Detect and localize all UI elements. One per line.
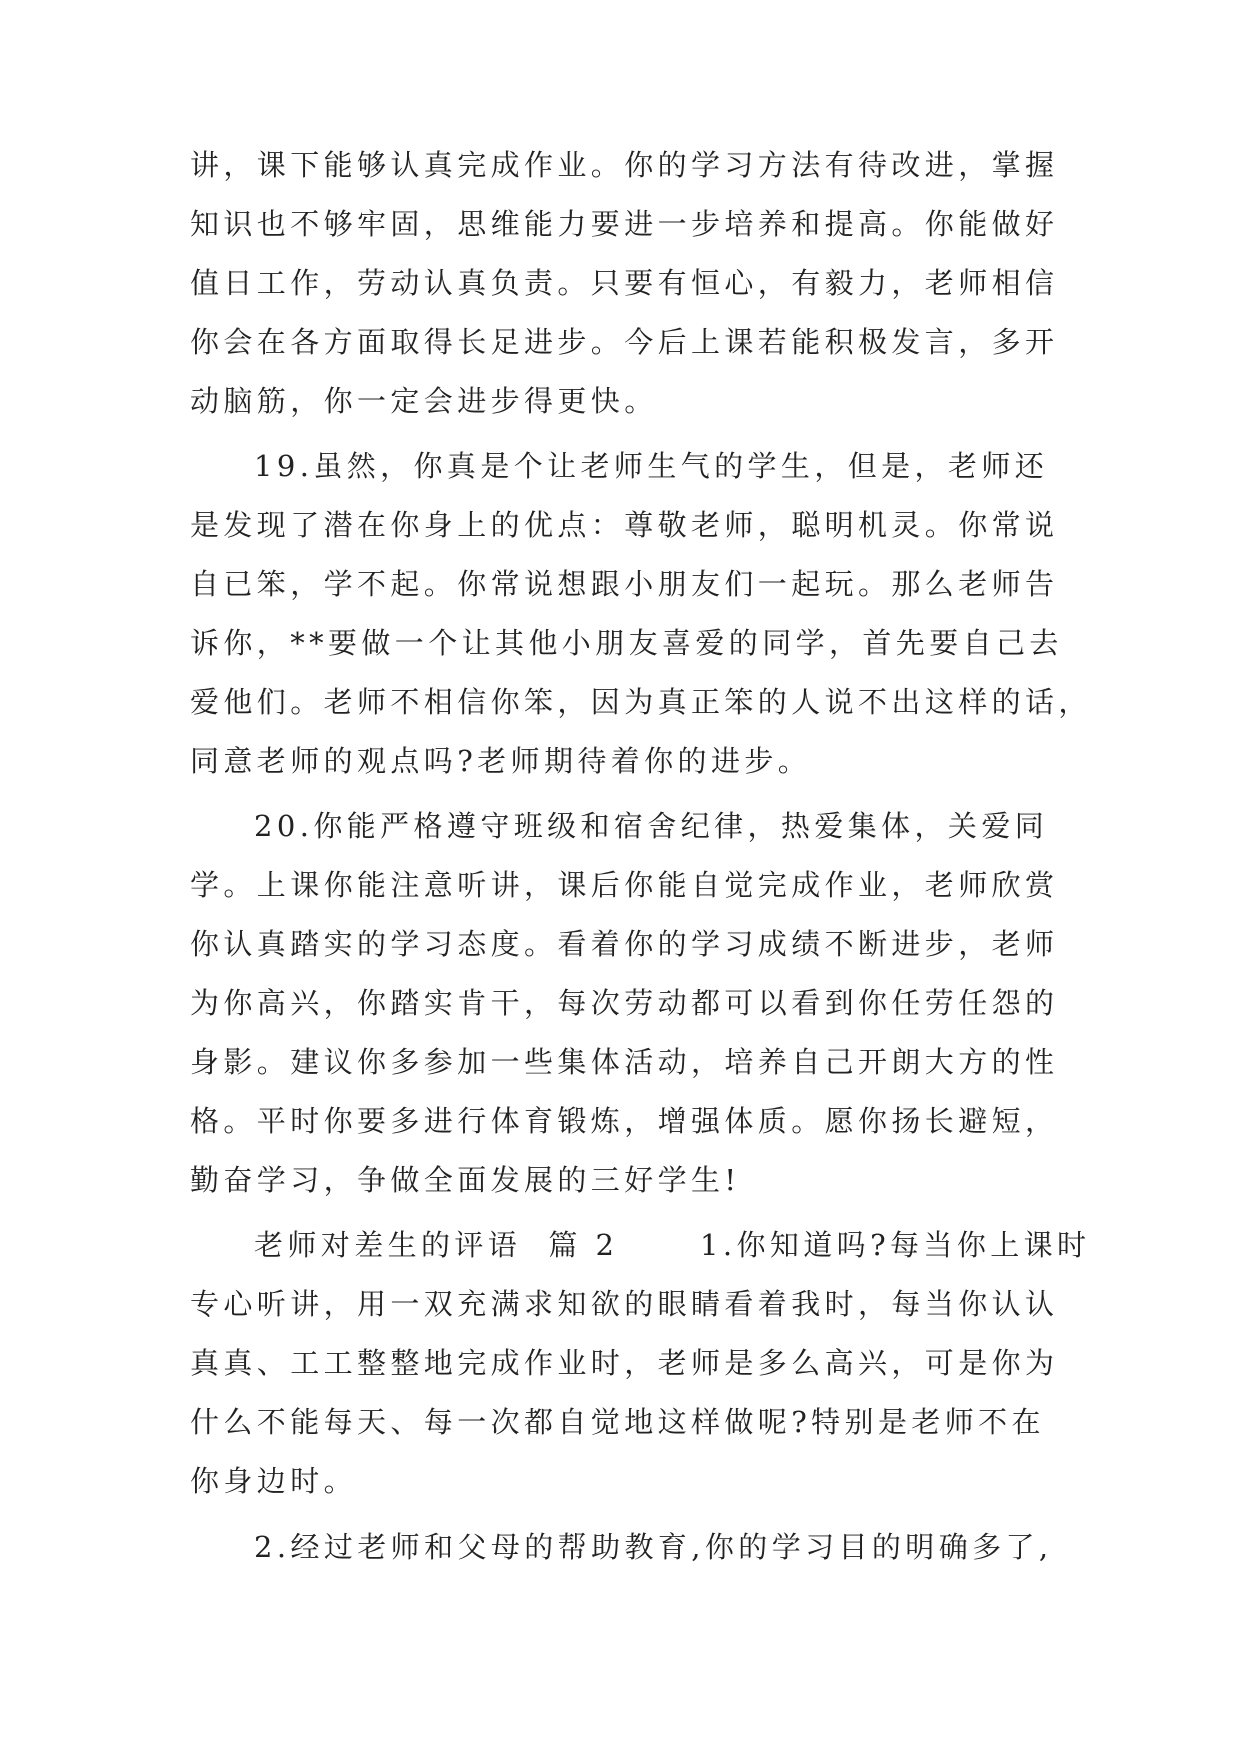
text-line: 学。上课你能注意听讲，课后你能自觉完成作业，老师欣赏 <box>190 868 1059 902</box>
text-line: 什么不能每天、每一次都自觉地这样做呢?特别是老师不在 <box>190 1405 1045 1439</box>
text-line: 动脑筋，你一定会进步得更快。 <box>190 384 658 418</box>
text-line: 你会在各方面取得长足进步。今后上课若能积极发言，多开 <box>190 325 1059 359</box>
text-line: 诉你，**要做一个让其他小朋友喜爱的同学，首先要自己去 <box>190 626 1063 660</box>
text-line: 是发现了潜在你身上的优点：尊敬老师，聪明机灵。你常说 <box>190 508 1059 542</box>
paragraph-19-first-line: 19.虽然，你真是个让老师生气的学生，但是，老师还 <box>254 449 1049 483</box>
text-line: 你认真踏实的学习态度。看着你的学习成绩不断进步，老师 <box>190 927 1059 961</box>
text-line: 专心听讲，用一双充满求知欲的眼睛看着我时，每当你认认 <box>190 1287 1059 1321</box>
text-line: 身影。建议你多参加一些集体活动，培养自己开朗大方的性 <box>190 1045 1059 1079</box>
paragraph-2-first-line: 2.经过老师和父母的帮助教育,你的学习目的明确多了, <box>254 1530 1053 1564</box>
text-line: 知识也不够牢固，思维能力要进一步培养和提高。你能做好 <box>190 207 1059 241</box>
text-line: 真真、工工整整地完成作业时，老师是多么高兴，可是你为 <box>190 1346 1059 1380</box>
text-line: 自已笨，学不起。你常说想跟小朋友们一起玩。那么老师告 <box>190 567 1059 601</box>
text-line: 格。平时你要多进行体育锻炼，增强体质。愿你扬长避短， <box>190 1104 1059 1138</box>
text-line: 讲，课下能够认真完成作业。你的学习方法有待改进，掌握 <box>190 148 1059 182</box>
text-line: 你身边时。 <box>190 1464 358 1498</box>
section-heading-line: 老师对差生的评语 篇 2 1.你知道吗?每当你上课时 <box>254 1228 1091 1262</box>
text-line: 勤奋学习，争做全面发展的三好学生! <box>190 1163 741 1197</box>
text-line: 爱他们。老师不相信你笨，因为真正笨的人说不出这样的话， <box>190 685 1092 719</box>
text-line: 为你高兴，你踏实肯干，每次劳动都可以看到你任劳任怨的 <box>190 986 1059 1020</box>
text-line: 值日工作，劳动认真负责。只要有恒心，有毅力，老师相信 <box>190 266 1059 300</box>
paragraph-20-first-line: 20.你能严格遵守班级和宿舍纪律，热爱集体，关爱同 <box>254 809 1049 843</box>
text-line: 同意老师的观点吗?老师期待着你的进步。 <box>190 744 812 778</box>
